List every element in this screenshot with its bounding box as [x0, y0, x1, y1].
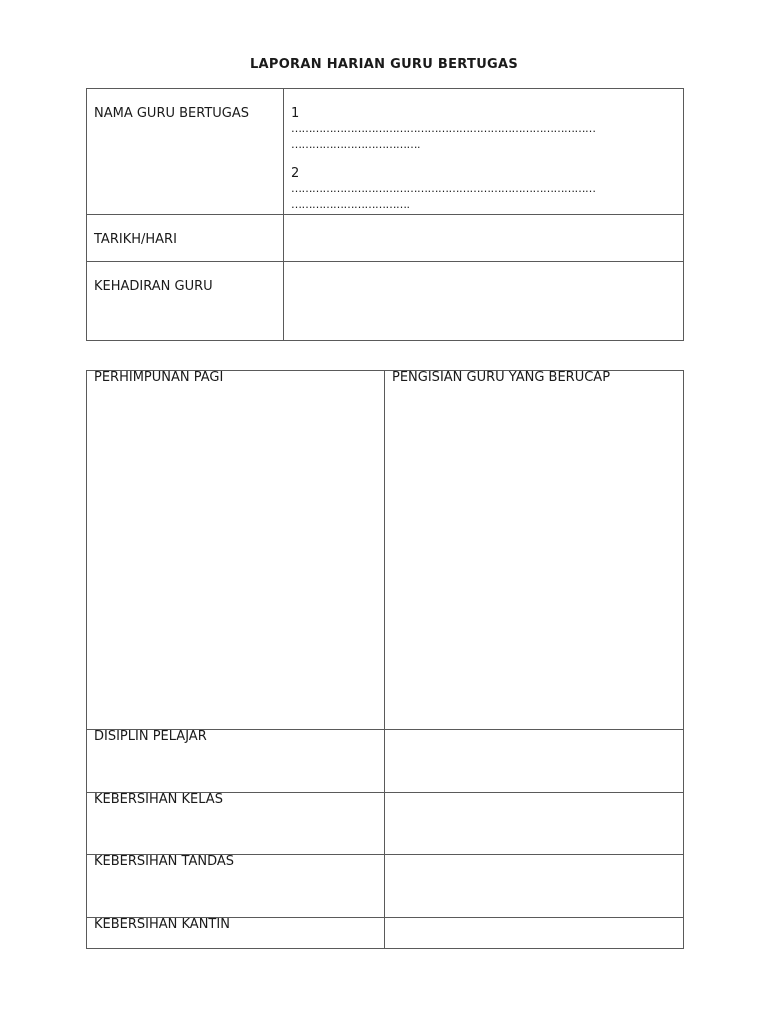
row-label-nama-guru: NAMA GURU BERTUGAS	[87, 89, 284, 215]
teacher-names-cell[interactable]	[284, 89, 684, 215]
table-row	[87, 89, 684, 215]
speaker-notes-heading: PENGISIAN GURU YANG BERUCAP	[392, 370, 611, 385]
date-day-cell[interactable]	[284, 215, 684, 262]
table-row	[87, 371, 684, 730]
row-label-kebersihan-kantin: KEBERSIHAN KANTIN	[87, 918, 385, 949]
daily-report-table	[86, 370, 684, 949]
row-label-kebersihan-kelas: KEBERSIHAN KELAS	[87, 793, 385, 855]
attendance-cell[interactable]	[284, 262, 684, 341]
document-title: LAPORAN HARIAN GURU BERTUGAS	[249, 57, 519, 72]
speaker-notes-cell[interactable]	[385, 371, 684, 730]
morning-assembly-cell[interactable]	[87, 371, 385, 730]
table-row	[87, 918, 684, 949]
duty-info-table	[86, 88, 684, 341]
discipline-cell[interactable]	[385, 730, 684, 793]
table-row	[87, 793, 684, 855]
fill-line: …………………………….	[291, 198, 410, 211]
canteen-cleanliness-cell[interactable]	[385, 918, 684, 949]
teacher-entry-2	[291, 166, 677, 212]
entry-number: 2	[291, 166, 300, 181]
table-row	[87, 215, 684, 262]
row-label-kebersihan-tandas: KEBERSIHAN TANDAS	[87, 855, 385, 918]
table-row	[87, 855, 684, 918]
morning-assembly-heading: PERHIMPUNAN PAGI	[94, 370, 224, 385]
toilet-cleanliness-cell[interactable]	[385, 855, 684, 918]
fill-line: ……………………………….	[291, 138, 420, 151]
class-cleanliness-cell[interactable]	[385, 793, 684, 855]
row-label-kehadiran-guru: KEHADIRAN GURU	[87, 262, 284, 341]
row-label-disiplin-pelajar: DISIPLIN PELAJAR	[87, 730, 385, 793]
fill-line: ……………………………………………………………………………	[291, 122, 596, 135]
table-row	[87, 730, 684, 793]
entry-number: 1	[291, 106, 300, 121]
table-row	[87, 262, 684, 341]
teacher-entry-1	[291, 106, 677, 152]
row-label-tarikh-hari: TARIKH/HARI	[87, 215, 284, 262]
fill-line: ……………………………………………………………………………	[291, 182, 596, 195]
